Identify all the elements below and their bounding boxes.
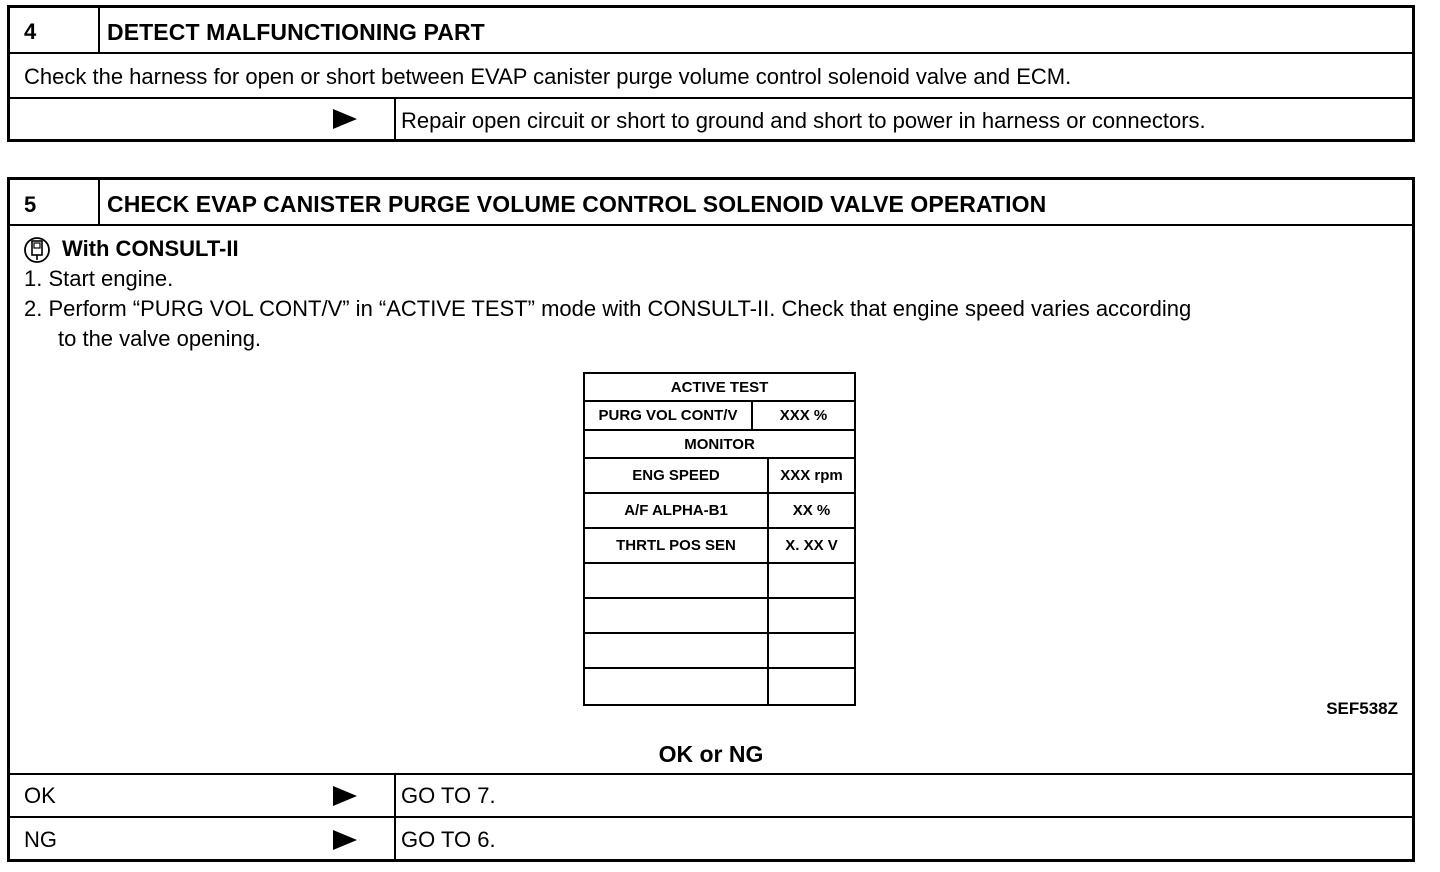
step-title: DETECT MALFUNCTIONING PART [107,19,485,45]
divider [767,564,769,597]
monitor-row-empty [585,634,854,669]
monitor-row-empty [585,564,854,599]
procedure-step: 1. Start engine. [24,266,174,291]
divider [394,818,396,859]
outcome-action: GO TO 6. [401,827,496,852]
monitor-row [585,529,854,564]
divider [98,180,100,224]
procedure-step: 2. Perform “PURG VOL CONT/V” in “ACTIVE TEST” mode with CONSULT-II. Check that engine speed varies according [24,296,1192,321]
step-number: 4 [24,19,37,44]
outcome-label: NG [24,827,57,852]
arrow-right-icon [333,830,357,850]
monitor-header-row [585,431,854,459]
active-test-item-label: PURG VOL CONT/V [598,407,738,424]
divider [98,8,100,52]
arrow-right-icon [333,786,357,806]
arrow-right-icon [333,109,357,129]
outcome-action: GO TO 7. [401,783,496,808]
divider [394,775,396,816]
consult-tool-icon [22,236,52,264]
divider [767,599,769,632]
ok-or-ng-label: OK or NG [658,741,764,767]
result-text: Repair open circuit or short to ground and short to power in harness or connectors. [401,108,1206,133]
divider [767,634,769,667]
step-4-instruction-row [10,54,1412,99]
monitor-row-empty [585,599,854,634]
outcome-row-ok [10,775,1412,818]
outcome-label: OK [24,783,56,808]
step-5-header [10,180,1412,226]
step-title: CHECK EVAP CANISTER PURGE VOLUME CONTROL SOLENOID VALVE OPERATION [107,191,1047,217]
consult-label: With CONSULT-II [62,236,239,261]
active-test-screen [583,372,856,706]
active-test-header-row [585,374,854,402]
active-test-item-row [585,402,854,431]
step-4-block [7,5,1415,142]
monitor-value: X. XX V [785,537,838,554]
step-5-block [7,177,1415,862]
divider [767,669,769,704]
step-4-result-row [10,99,1412,139]
instruction-text: Check the harness for open or short between EVAP canister purge volume control solenoid valve and ECM. [24,64,1072,89]
monitor-label: ENG SPEED [632,467,720,484]
monitor-header: MONITOR [684,435,755,453]
divider [394,99,396,139]
monitor-row [585,494,854,529]
procedure-step-continuation: to the valve opening. [58,326,262,351]
step-number: 5 [24,192,37,217]
monitor-value: XX % [792,502,831,519]
monitor-label: THRTL POS SEN [616,537,736,554]
active-test-item-value: XXX % [779,407,828,424]
monitor-row [585,459,854,494]
figure-code: SEF538Z [1326,699,1398,718]
monitor-value: XXX rpm [780,467,843,484]
monitor-label: A/F ALPHA-B1 [624,502,728,519]
step-4-header [10,8,1412,54]
active-test-header: ACTIVE TEST [670,378,769,396]
monitor-row-empty [585,669,854,704]
outcome-row-ng [10,818,1412,859]
